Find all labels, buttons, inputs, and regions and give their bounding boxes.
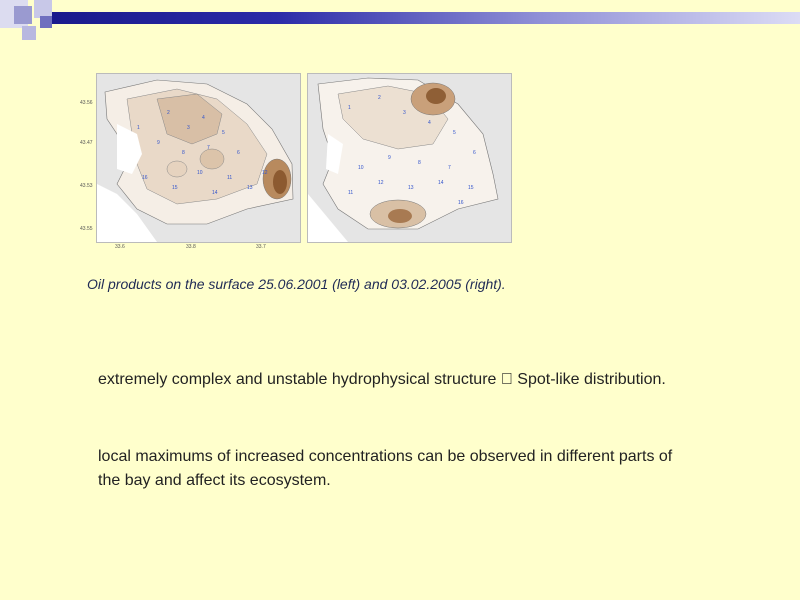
svg-text:8: 8 <box>182 150 185 156</box>
svg-text:9: 9 <box>157 140 160 146</box>
bullet-point-2: local maximums of increased concentrations can be observed in different parts of the bay and affect its ecosystem. <box>98 448 673 489</box>
svg-text:10: 10 <box>197 170 203 176</box>
svg-text:11: 11 <box>227 175 233 181</box>
deco-square <box>22 26 36 40</box>
svg-text:16: 16 <box>458 200 464 206</box>
svg-text:12: 12 <box>378 180 384 186</box>
svg-text:13: 13 <box>408 185 414 191</box>
svg-text:9: 9 <box>388 155 391 161</box>
svg-text:14: 14 <box>212 190 218 196</box>
deco-square <box>14 6 32 24</box>
svg-text:15: 15 <box>468 185 474 191</box>
y-axis-label: 43.55 <box>80 226 93 232</box>
svg-text:12: 12 <box>262 170 268 176</box>
bullet-point-1: extremely complex and unstable hydrophysical structure Spot-like distribution. <box>98 371 650 388</box>
svg-text:2: 2 <box>378 95 381 101</box>
svg-text:7: 7 <box>448 165 451 171</box>
svg-text:15: 15 <box>172 185 178 191</box>
svg-text:14: 14 <box>438 180 444 186</box>
svg-text:5: 5 <box>222 130 225 136</box>
y-axis-label: 43.47 <box>80 140 93 146</box>
svg-text:4: 4 <box>428 120 431 126</box>
x-axis-label: 33.8 <box>186 244 196 250</box>
svg-text:11: 11 <box>348 190 354 196</box>
deco-square <box>40 16 52 28</box>
title-bar-stripe <box>52 12 800 24</box>
svg-text:1: 1 <box>348 105 351 111</box>
svg-text:3: 3 <box>403 110 406 116</box>
svg-text:3: 3 <box>187 125 190 131</box>
svg-text:6: 6 <box>473 150 476 156</box>
svg-text:5: 5 <box>453 130 456 136</box>
svg-text:10: 10 <box>358 165 364 171</box>
y-axis-label: 43.56 <box>80 100 93 106</box>
svg-text:13: 13 <box>247 185 253 191</box>
left-contour-map <box>96 73 301 243</box>
x-axis-label: 33.6 <box>115 244 125 250</box>
svg-text:6: 6 <box>237 150 240 156</box>
svg-text:2: 2 <box>167 110 170 116</box>
svg-text:8: 8 <box>418 160 421 166</box>
right-contour-map <box>307 73 512 243</box>
y-axis-label: 43.53 <box>80 183 93 189</box>
svg-text:7: 7 <box>207 145 210 151</box>
svg-text:1: 1 <box>137 125 140 131</box>
figure-caption: Oil products on the surface 25.06.2001 (left) and 03.02.2005 (right). <box>87 276 506 292</box>
svg-text:4: 4 <box>202 115 205 121</box>
x-axis-label: 33.7 <box>256 244 266 250</box>
svg-text:16: 16 <box>142 175 148 181</box>
